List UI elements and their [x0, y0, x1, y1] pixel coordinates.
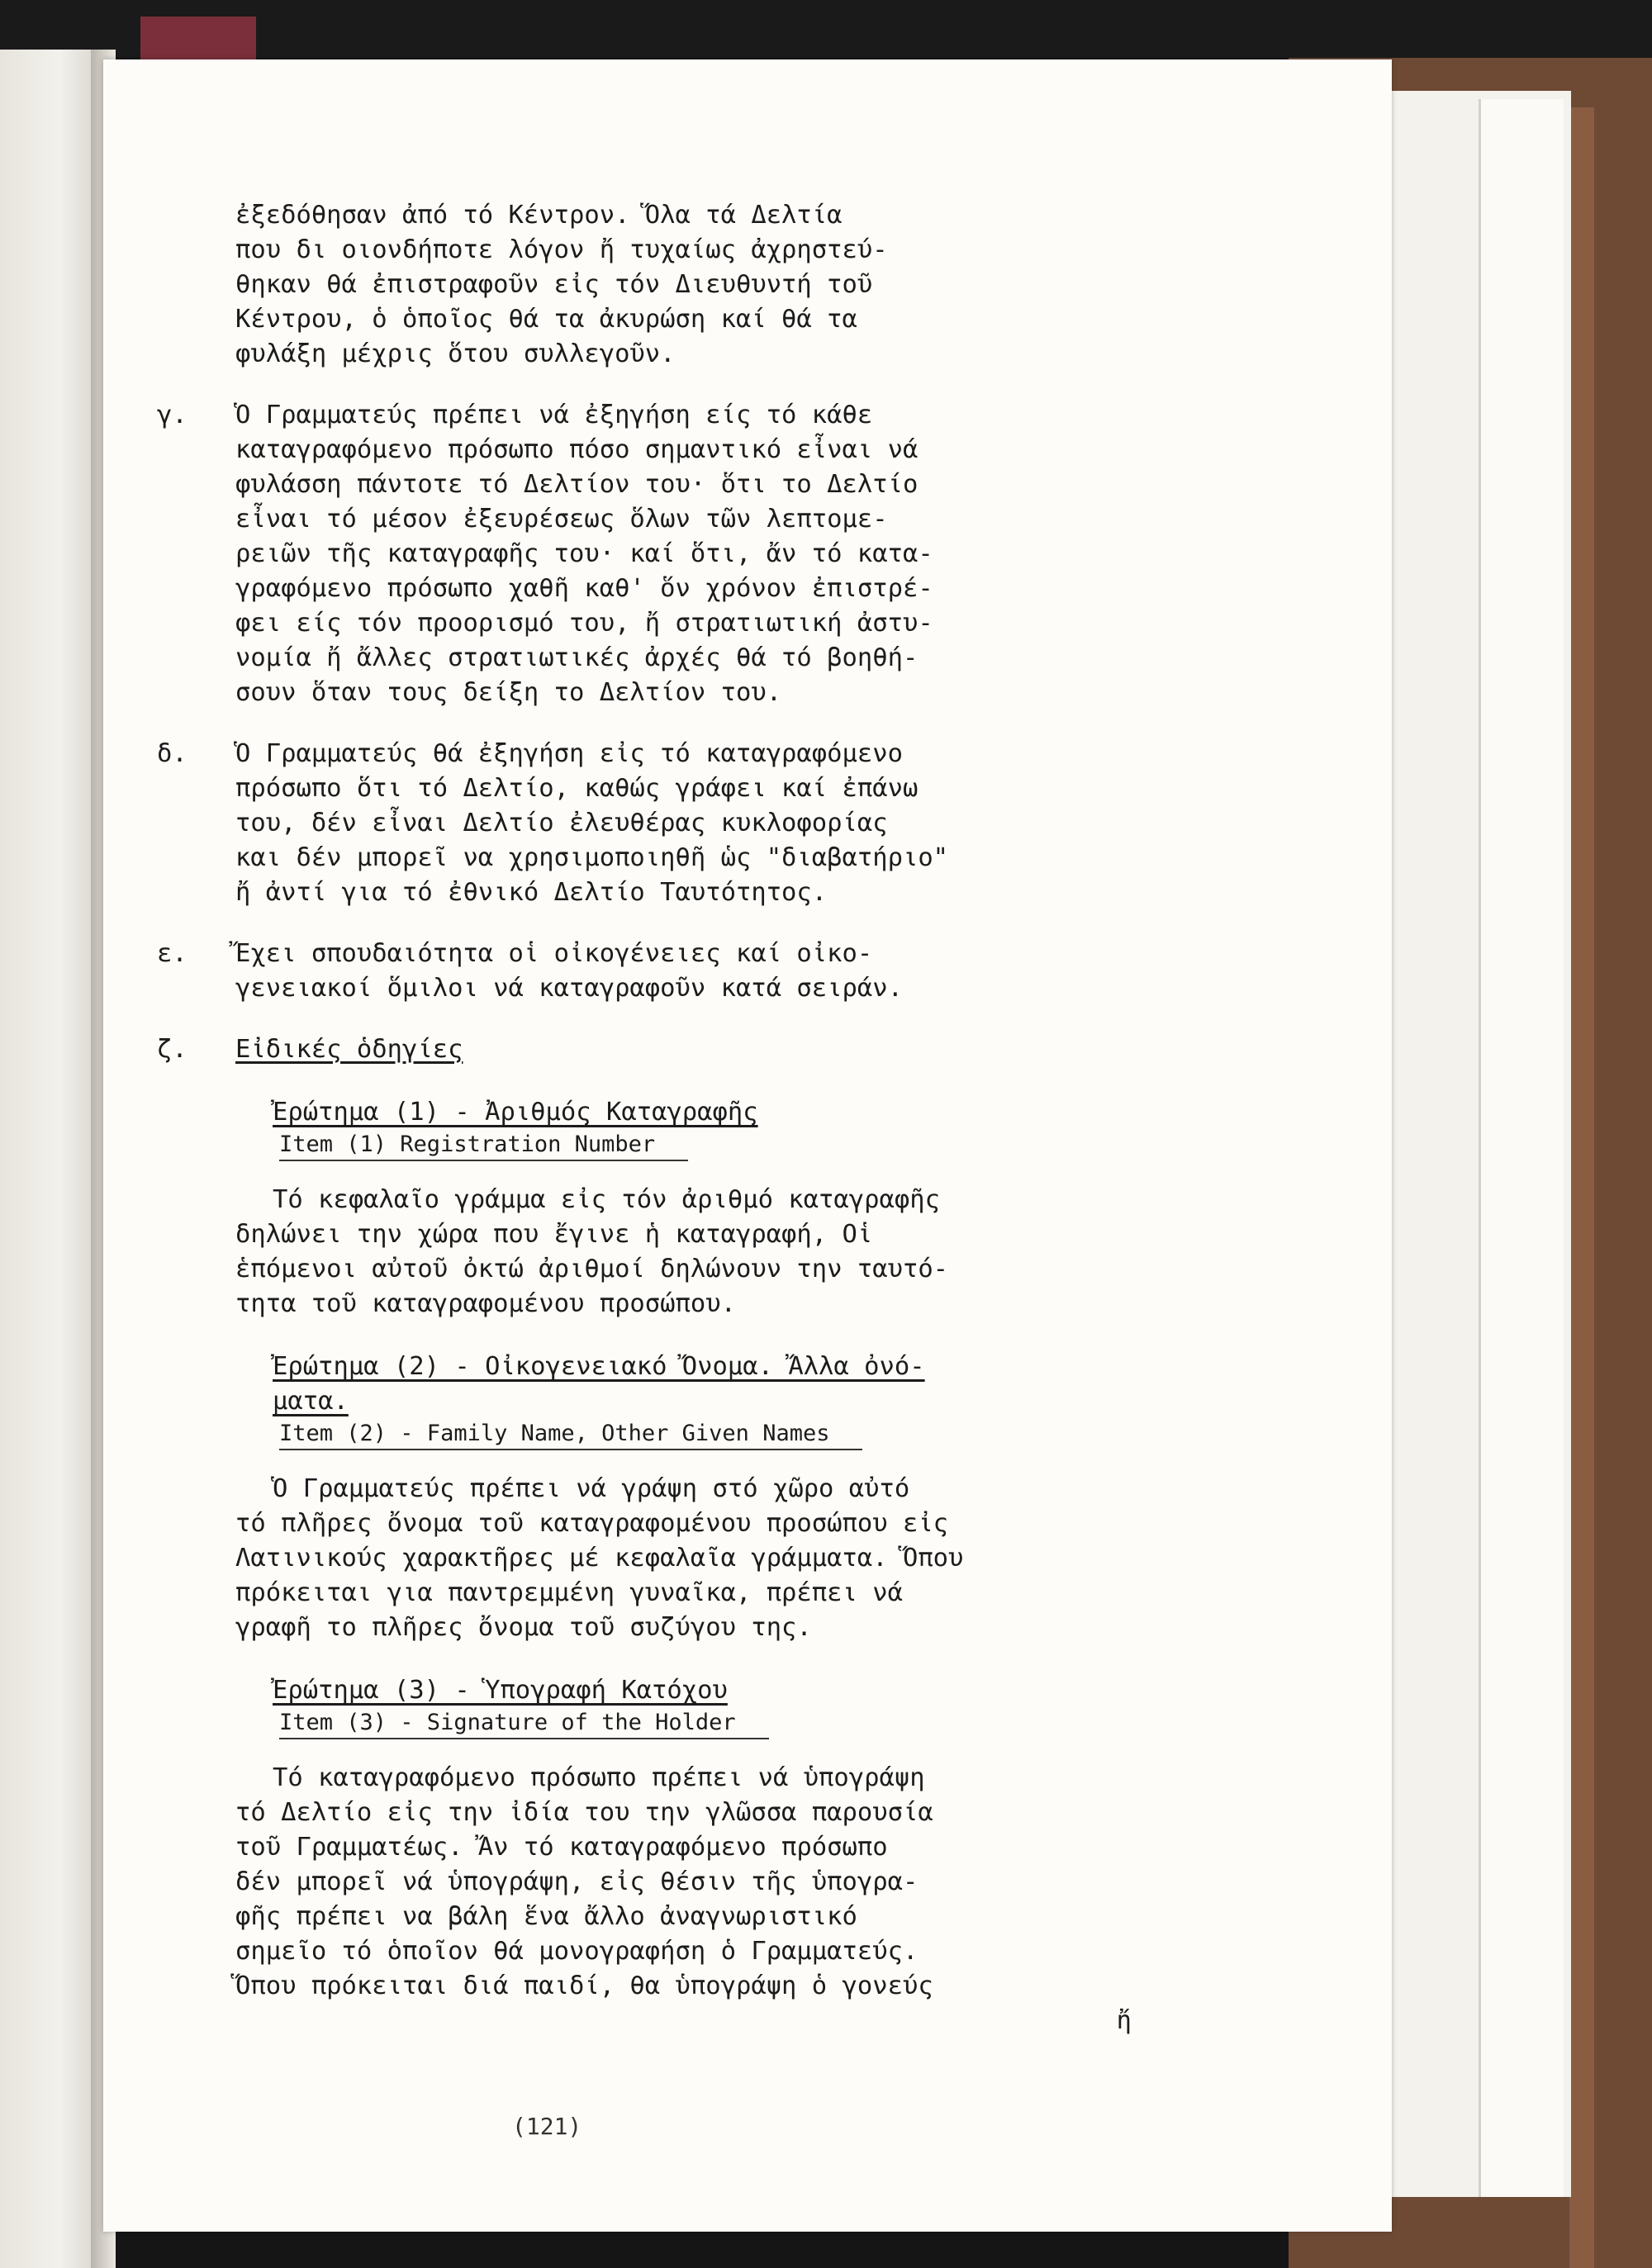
- text-line: που δι οιονδήποτε λόγον ἤ τυχαίως ἀχρηστεύ-: [235, 235, 888, 264]
- text-line: φυλάξη μέχρις ὅτου συλλεγοῦν.: [235, 339, 676, 368]
- item-marker: ε.: [157, 939, 188, 968]
- item-marker: ζ.: [157, 1035, 188, 1064]
- text-line: Τό κεφαλαῖο γράμμα εἰς τόν ἀριθμό καταγραφῆς: [273, 1185, 940, 1214]
- text-line: Ὁ Γραμματεύς θά ἐξηγήση εἰς τό καταγραφόμενο: [235, 739, 903, 768]
- question-2-body: [235, 1472, 1235, 1645]
- text-line: εἶναι τό μέσον ἐξευρέσεως ὅλων τῶν λεπτομε-: [235, 505, 888, 534]
- text-line: ἤ ἀντί για τό ἐθνικό Δελτίο Ταυτότητος.: [235, 878, 828, 907]
- text-line: τοῦ Γραμματέως. Ἄν τό καταγραφόμενο πρόσωπο: [235, 1833, 888, 1862]
- text-line: γραφῆ το πλῆρες ὄνομα τοῦ συζύγου της.: [235, 1613, 812, 1642]
- continuation-word: ἤ: [1116, 2006, 1132, 2035]
- item-epsilon: [157, 937, 1235, 1006]
- red-book-binding: [140, 17, 256, 66]
- question-3-body: [235, 1761, 1235, 2038]
- text-line: τό Δελτίο εἰς την ἰδία του την γλῶσσα παρουσία: [235, 1798, 933, 1827]
- text-line: φῆς πρέπει να βάλη ἕνα ἄλλο ἀναγνωριστικό: [235, 1902, 857, 1931]
- text-line: σουν ὅταν τους δείξη το Δελτίον του.: [235, 678, 782, 707]
- text-line: νομία ἤ ἄλλες στρατιωτικές ἀρχές θά τό βοηθή-: [235, 643, 919, 672]
- question-2: [273, 1350, 1235, 1450]
- text-line: φυλάσση πάντοτε τό Δελτίον του· ὅτι το Δελτίο: [235, 470, 919, 499]
- page-stack-inner: [1479, 99, 1564, 2197]
- text-line: Τό καταγραφόμενο πρόσωπο πρέπει νά ὑπογράψη: [273, 1763, 925, 1792]
- text-line: σημεῖο τό ὁποῖον θά μονογραφήση ὁ Γραμματεύς.: [235, 1937, 919, 1966]
- text-line: τό πλῆρες ὄνομα τοῦ καταγραφομένου προσώπου εἰς: [235, 1509, 949, 1538]
- text-line: Ἔχει σπουδαιότητα οἱ οἰκογένειες καί οἰκο-: [235, 939, 873, 968]
- item-zeta: [157, 1032, 1235, 1067]
- text-line: του, δέν εἶναι Δελτίο ἐλευθέρας κυκλοφορίας: [235, 809, 888, 837]
- text-line: πρόκειται για παντρεμμένη γυναῖκα, πρέπει νά: [235, 1578, 903, 1607]
- question-greek-title: Ἐρώτημα (2) - Οἰκογενειακό Ὄνομα. Ἄλλα ὀνό-: [273, 1352, 925, 1381]
- text-line: ἑπόμενοι αὐτοῦ ὀκτώ ἀριθμοί δηλώνουν την ταυτό-: [235, 1255, 949, 1283]
- text-line: ἐξεδόθησαν ἀπό τό Κέντρον. Ὅλα τά Δελτία: [235, 201, 843, 230]
- question-greek-title-cont: ματα.: [273, 1387, 349, 1416]
- book-cover-edge: [1569, 107, 1594, 2268]
- special-instructions-heading: Εἰδικές ὁδηγίες: [235, 1035, 463, 1064]
- item-delta: [157, 737, 1235, 910]
- text-line: Ὁ Γραμματεύς πρέπει νά γράψη στό χῶρο αὐτό: [273, 1474, 910, 1503]
- question-greek-title: Ἐρώτημα (3) - Ὑπογραφή Κατόχου: [273, 1676, 728, 1705]
- question-english-title: Item (2) - Family Name, Other Given Names: [279, 1419, 862, 1450]
- text-line: γραφόμενο πρόσωπο χαθῆ καθ' ὅν χρόνον ἐπιστρέ-: [235, 574, 933, 603]
- text-line: πρόσωπο ὅτι τό Δελτίο, καθώς γράφει καί ἐπάνω: [235, 774, 919, 803]
- text-line: θηκαν θά ἐπιστραφοῦν εἰς τόν Διευθυντή τοῦ: [235, 270, 873, 299]
- text-line: ρειῶν τῆς καταγραφῆς του· καί ὅτι, ἄν τό κατα-: [235, 539, 933, 568]
- page-text: [157, 198, 1235, 2038]
- item-gamma: [157, 398, 1235, 710]
- text-line: γενειακοί ὅμιλοι νά καταγραφοῦν κατά σειράν.: [235, 974, 903, 1003]
- text-line: δηλώνει την χώρα που ἔγινε ἡ καταγραφή, Οἱ: [235, 1220, 873, 1249]
- page-number: (121): [512, 2113, 582, 2140]
- text-line: καταγραφόμενο πρόσωπο πόσο σημαντικό εἶναι νά: [235, 435, 919, 464]
- question-english-title: Item (3) - Signature of the Holder: [279, 1708, 769, 1739]
- text-line: φει είς τόν προορισμό του, ἤ στρατιωτική ἀστυ-: [235, 609, 933, 638]
- text-line: Κέντρου, ὁ ὁποῖος θά τα ἀκυρώση καί θά τα: [235, 305, 857, 334]
- question-3: [273, 1673, 1235, 1739]
- text-line: και δέν μπορεῖ να χρησιμοποιηθῆ ὡς "διαβατήριο": [235, 843, 949, 872]
- facing-page: [0, 50, 99, 2268]
- question-1-body: [235, 1183, 1235, 1321]
- text-line: Λατινικούς χαρακτῆρες μέ κεφαλαῖα γράμματα. Ὅπου: [235, 1544, 964, 1573]
- text-line: Ὁ Γραμματεύς πρέπει νά ἐξηγήση είς τό κάθε: [235, 401, 873, 429]
- question-greek-title: Ἐρώτημα (1) - Ἀριθμός Καταγραφῆς: [273, 1098, 758, 1127]
- item-marker: γ.: [157, 401, 188, 429]
- question-english-title: Item (1) Registration Number: [279, 1130, 688, 1161]
- text-line: Ὅπου πρόκειται διά παιδί, θα ὑπογράψη ὁ γονεύς: [235, 1971, 933, 2000]
- question-1: [273, 1095, 1235, 1161]
- text-line: δέν μπορεῖ νά ὑπογράψη, εἰς θέσιν τῆς ὑπογρα-: [235, 1867, 919, 1896]
- text-line: τητα τοῦ καταγραφομένου προσώπου.: [235, 1289, 736, 1318]
- item-marker: δ.: [157, 739, 188, 768]
- intro-paragraph: [235, 198, 1235, 372]
